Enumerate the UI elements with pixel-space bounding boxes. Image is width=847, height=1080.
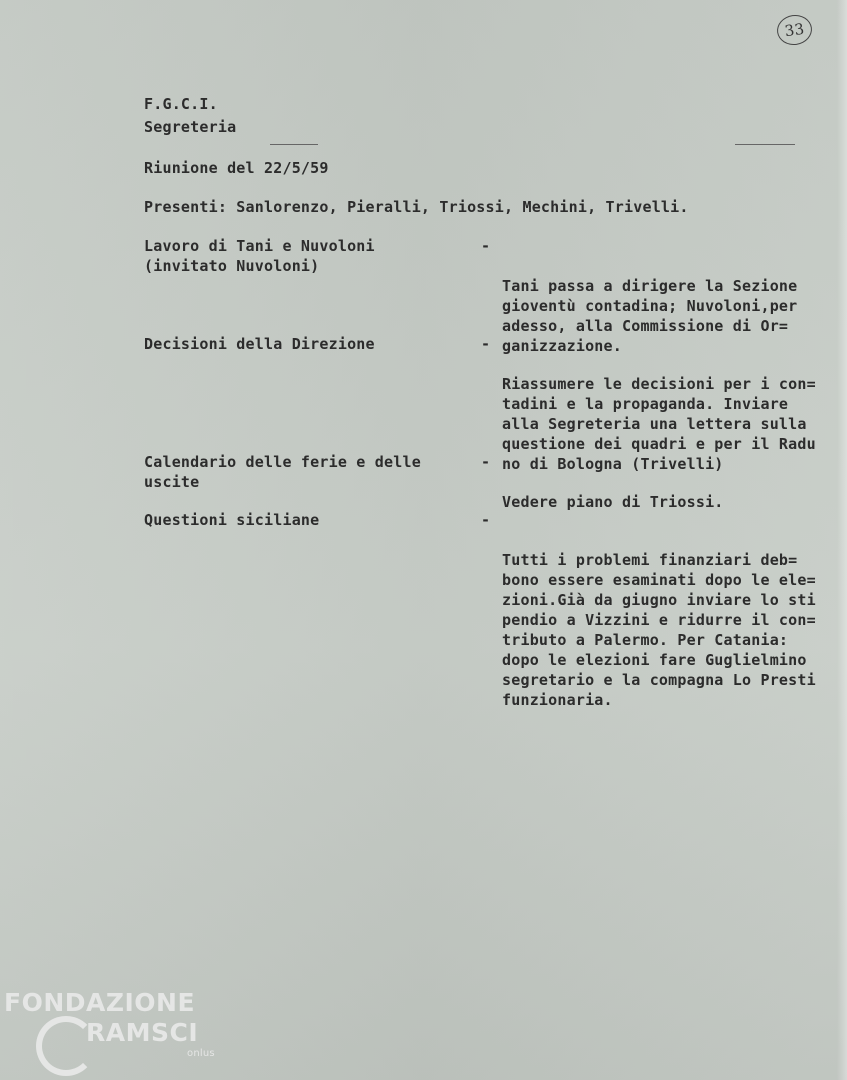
agenda-note-text: Vedere piano di Triossi. [502,493,724,511]
organization-name: F.G.C.I. [144,95,218,113]
agenda-note-text: Tutti i problemi finanziari deb= bono essere esaminati dopo le ele= zioni.Già da giugno inviare lo sti pendio a Vizzini e ridurre il con= tributo a Palermo. Per Catania: dopo le elezioni fare Guglielmino segretario e la compagna Lo Presti funzionaria. [502,551,816,709]
agenda-note-text: Tani passa a dirigere la Sezione gioventù contadina; Nuvoloni,per adesso, alla Commissione di Or= ganizzazione. [502,277,798,355]
agenda-topic-text: Decisioni della Direzione [144,335,375,353]
watermark-line2: RAMSCI [86,1018,199,1047]
archive-watermark [4,986,219,1076]
header-rule-right [735,144,795,145]
agenda-dash: - [481,237,491,255]
agenda-topic [144,452,454,492]
agenda-topic-text: Lavoro di Tani e Nuvoloni (invitato Nuvoloni) [144,237,375,275]
agenda-note [481,510,847,730]
office-name: Segreteria [144,118,237,136]
attendees-list: Presenti: Sanlorenzo, Pieralli, Triossi, Mechini, Trivelli. [144,198,689,216]
agenda-topic [144,334,454,354]
watermark-suffix: onlus [187,1048,215,1059]
header-rule-left [270,144,318,145]
agenda-note-text: Riassumere le decisioni per i con= tadini e la propaganda. Inviare alla Segreteria una lettera sulla questione dei quadri e per il Radu no di Bologna (Trivelli) [502,375,816,473]
watermark-line1: FONDAZIONE [4,988,196,1017]
agenda-dash: - [481,511,491,529]
agenda-dash: - [481,453,491,471]
meeting-title: Riunione del 22/5/59 [144,159,329,177]
agenda-topic [144,510,454,530]
agenda-topic-text: Calendario delle ferie e delle uscite [144,453,421,491]
agenda-topic [144,236,454,276]
page-number-stamp: 33 [775,13,814,48]
agenda-dash: - [481,335,491,353]
agenda-topic-text: Questioni siciliane [144,511,320,529]
